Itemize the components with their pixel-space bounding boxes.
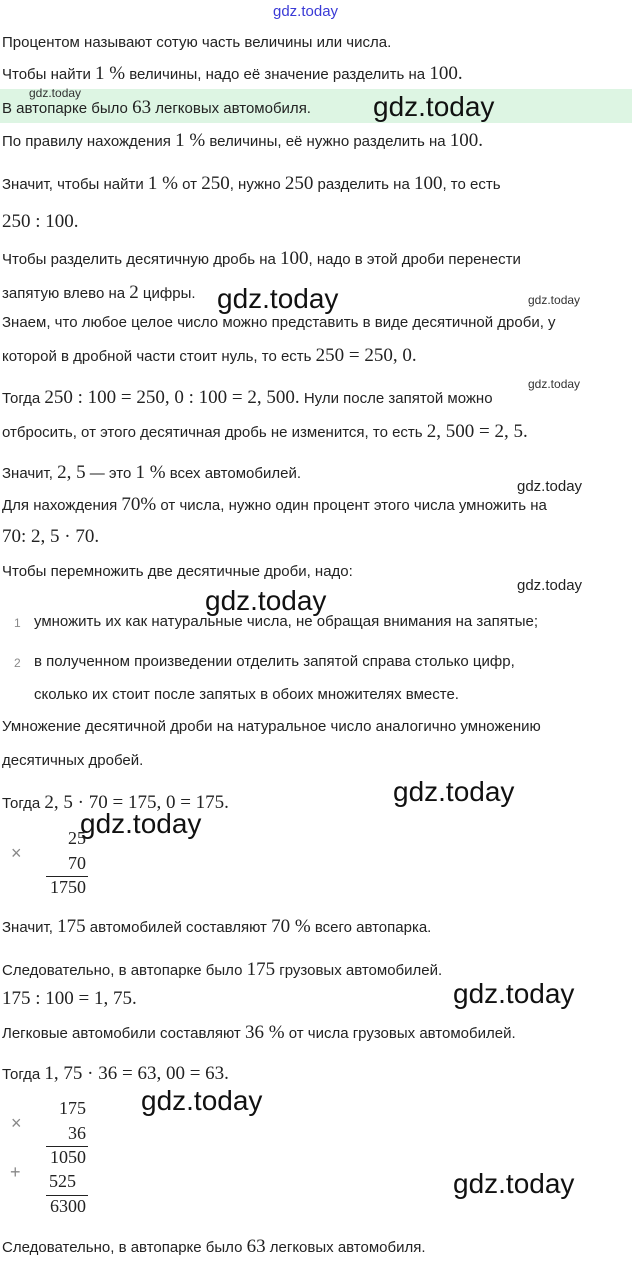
multiply-sign: × bbox=[11, 843, 22, 863]
factor-2: 70 bbox=[68, 853, 86, 873]
list-number-2: 2 bbox=[14, 656, 21, 670]
text-line-7: Чтобы разделить десятичную дробь на 100, надо в этой дроби перенести bbox=[2, 248, 521, 269]
watermark: gdz.today bbox=[141, 1085, 263, 1116]
watermark: gdz.today bbox=[80, 808, 202, 839]
list-item-2-line-1: в полученном произведении отделить запятой справа столько цифр, bbox=[34, 653, 515, 670]
text-line-8: запятую влево на 2 цифры. bbox=[2, 282, 196, 303]
text-line-20: Значит, 175 автомобилей составляют 70 % всего автопарка. bbox=[2, 916, 432, 937]
watermark-small: gdz.today bbox=[29, 86, 82, 100]
text-line-13: Значит, 2, 5 — это 1 % всех автомобилей. bbox=[2, 462, 301, 483]
plus-sign: + bbox=[10, 1162, 21, 1182]
watermark: gdz.today bbox=[205, 585, 327, 616]
multiply-sign: × bbox=[11, 1113, 22, 1133]
partial-product-1: 1050 bbox=[50, 1147, 86, 1167]
list-item-2-line-2: сколько их стоит после запятых в обоих множителях вместе. bbox=[34, 686, 459, 703]
text-line-3: В автопарке было 63 легковых автомобиля. bbox=[2, 97, 311, 118]
watermark-top: gdz.today bbox=[273, 3, 339, 20]
text-line-25: Следовательно, в автопарке было 63 легковых автомобиля. bbox=[2, 1236, 426, 1257]
list-item-1: умножить их как натуральные числа, не обращая внимания на запятые; bbox=[34, 613, 539, 630]
watermark-small: gdz.today bbox=[528, 377, 581, 391]
watermark: gdz.today bbox=[217, 283, 339, 314]
watermark-small: gdz.today bbox=[517, 478, 583, 495]
text-line-14: Для нахождения 70% от числа, нужно один процент этого числа умножить на bbox=[2, 494, 547, 515]
text-line-19: Тогда 2, 5 · 70 = 175, 0 = 175. bbox=[2, 792, 229, 813]
text-line-5: Значит, чтобы найти 1 % от 250, нужно 250 разделить на 100, то есть bbox=[2, 173, 501, 194]
text-line-12: отбросить, от этого десятичная дробь не изменится, то есть 2, 500 = 2, 5. bbox=[2, 421, 528, 442]
text-line-9: Знаем, что любое целое число можно представить в виде десятичной дроби, у bbox=[2, 314, 556, 331]
list-number-1: 1 bbox=[14, 616, 21, 630]
watermark-small: gdz.today bbox=[517, 577, 583, 594]
product: 6300 bbox=[50, 1196, 86, 1216]
math-line-6: 250 : 100. bbox=[2, 211, 79, 232]
text-line-4: По правилу нахождения 1 % величины, её нужно разделить на 100. bbox=[2, 130, 484, 151]
text-line-16: Чтобы перемножить две десятичные дроби, надо: bbox=[2, 563, 353, 580]
text-line-24: Тогда 1, 75 · 36 = 63, 00 = 63. bbox=[2, 1063, 229, 1084]
text-line-23: Легковые автомобили составляют 36 % от числа грузовых автомобилей. bbox=[2, 1022, 516, 1043]
text-line-17: Умножение десятичной дроби на натуральное число аналогично умножению bbox=[2, 718, 541, 735]
factor-1: 175 bbox=[59, 1098, 86, 1118]
factor-1: 25 bbox=[68, 828, 86, 848]
watermark-small: gdz.today bbox=[528, 293, 581, 307]
text-line-1: Процентом называют сотую часть величины или числа. bbox=[2, 34, 392, 51]
product: 1750 bbox=[50, 877, 86, 897]
text-line-10: которой в дробной части стоит нуль, то есть 250 = 250, 0. bbox=[2, 345, 417, 366]
watermark: gdz.today bbox=[393, 776, 515, 807]
watermark: gdz.today bbox=[453, 1168, 575, 1199]
watermark: gdz.today bbox=[373, 91, 495, 122]
partial-product-2: 525 bbox=[49, 1171, 76, 1191]
text-line-11: Тогда 250 : 100 = 250, 0 : 100 = 2, 500. Нули после запятой можно bbox=[2, 387, 493, 408]
watermark: gdz.today bbox=[453, 978, 575, 1009]
text-line-21: Следовательно, в автопарке было 175 грузовых автомобилей. bbox=[2, 959, 443, 980]
text-line-2: Чтобы найти 1 % величины, надо её значение разделить на 100. bbox=[2, 63, 463, 84]
factor-2: 36 bbox=[68, 1123, 86, 1143]
math-line-15: 70: 2, 5 · 70. bbox=[2, 526, 100, 547]
text-line-18: десятичных дробей. bbox=[2, 752, 144, 769]
math-line-22: 175 : 100 = 1, 75. bbox=[2, 988, 137, 1009]
